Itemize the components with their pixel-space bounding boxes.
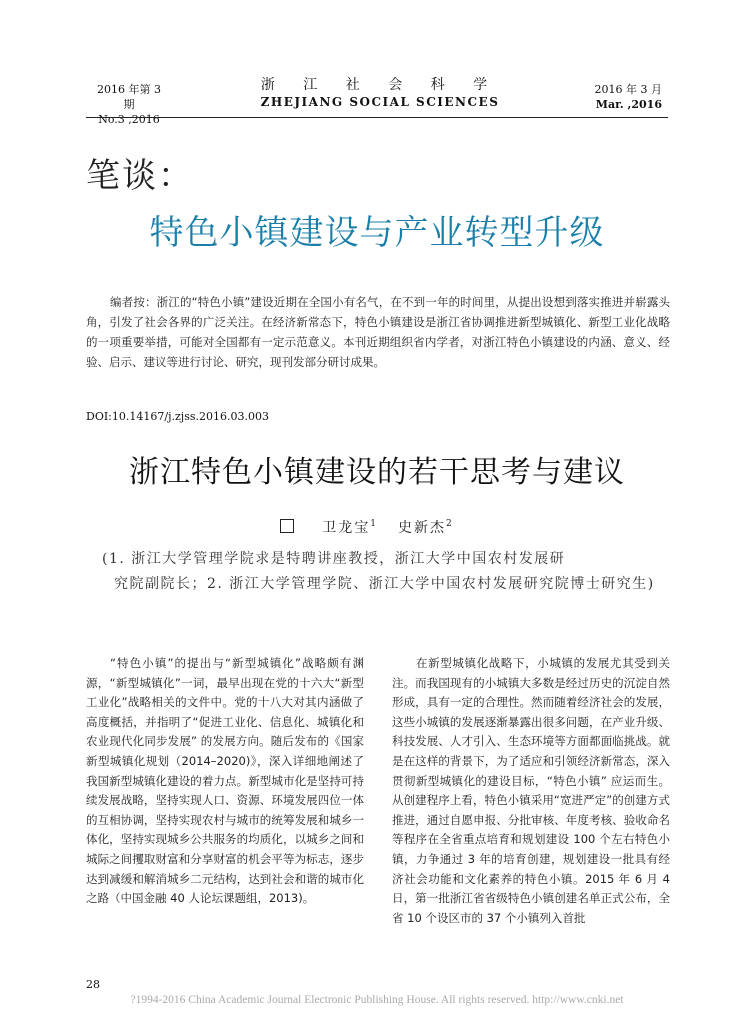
issue-date-cn: 2016 年 3 月 xyxy=(594,83,662,96)
body-right-column: 在新型城镇化战略下，小城镇的发展尤其受到关注。而我国现有的小城镇大多数是经过历史的沉淀自然形成，具有一定的合理性。然而随着经济社会的发展，这些小城镇的发展逐渐暴露出很多问题，在产业升级、科技发展、人才引入、生态环境等方面都面临挑战。就是在这样的背景下，为了适应和引领经济新常态，深入贯彻新型城镇化的建设目标，“特色小镇” 应运而生。从创建程序上看，特色小镇采用“宽进严定”的创建方式推进，通过自愿申报、分批审核、年度考核、验收命名等程序在全省重点培育和规划建设 100 个左右特色小镇，力争通过 3 年的培育创建，规划建设一批具有经济社会功能和文化素养的特色小镇。2015 年 6 月 4 日，第一批浙江省省级特色小镇创建名单正式公布，全省 10 个设区市的 37 个小镇列入首批 xyxy=(392,656,670,925)
editor-note: 编者按：浙江的“特色小镇”建设近期在全国小有名气，在不到一年的时间里，从提出设想到落实推进并崭露头角，引发了社会各界的广泛关注。在经济新常态下，特色小镇建设是浙江省协调推进新型城镇化、新型工业化战略的一项重要举措，可能对全国都有一定示范意义。本刊近期组织省内学者，对浙江特色小镇建设的内涵、意义、经验、启示、建议等进行讨论、研究，现刊发部分研讨成果。 xyxy=(86,295,670,369)
author-line xyxy=(0,517,754,537)
issue-date xyxy=(595,82,662,112)
issue-date-en: Mar. ,2016 xyxy=(595,98,662,111)
author-1-sup: 1 xyxy=(370,519,376,530)
page-number: 28 xyxy=(86,978,100,991)
affiliations xyxy=(102,547,662,597)
doi: DOI:10.14167/j.zjss.2016.03.003 xyxy=(86,410,269,423)
issue-number: 2016 年第 3 期 xyxy=(97,83,161,111)
affiliation-rest: 究院副院长；2. 浙江大学管理学院、浙江大学中国农村发展研究院博士研究生) xyxy=(114,576,655,592)
author-1: 卫龙宝 xyxy=(322,520,371,536)
issue-number-en: No.3 ,2016 xyxy=(98,113,160,126)
journal-name-en: ZHEJIANG SOCIAL SCIENCES xyxy=(260,95,500,109)
body-left-column: “特色小镇”的提出与“新型城镇化”战略颇有渊源，“新型城镇化”一词，最早出现在党的十六大“新型工业化”战略相关的文件中。党的十八大对其内涵做了高度概括，并指明了“促进工业化、信息化、城镇化和农业现代化同步发展” 的发展方向。随后发布的《国家新型城镇化规划（2014–2020)》，深入详细地阐述了我国新型城镇化建设的着力点。新型城市化是坚持可持续发展战略，坚持实现人口、资源、环境发展四位一体的互相协调，坚持实现农村与城市的统筹发展和城乡一体化，坚持实现城乡公共服务的均质化，以城乡之间和城际之间攫取财富和分享财富的机会平等为标志，逐步达到减缓和解消城乡二元结构，达到社会和谐的城市化之路（中国金融 40 人论坛课题组，2013)。 xyxy=(86,656,364,906)
issue-info xyxy=(92,82,166,127)
header-rule xyxy=(86,117,668,118)
affiliation-line-1: (1. 浙江大学管理学院求是特聘讲座教授，浙江大学中国农村发展研 xyxy=(102,551,566,567)
article-title: 浙江特色小镇建设的若干思考与建议 xyxy=(129,455,625,490)
journal-name xyxy=(230,76,530,110)
author-box-icon xyxy=(280,519,294,533)
author-2-sup: 2 xyxy=(446,519,452,530)
journal-name-cn: 浙 江 社 会 科 学 xyxy=(260,77,500,93)
section-label: 笔谈： xyxy=(86,156,194,196)
topic-title: 特色小镇建设与产业转型升级 xyxy=(149,213,605,253)
copyright-footer: ?1994-2016 China Academic Journal Electronic Publishing House. All rights reserved. http://www.cnki.net xyxy=(130,994,624,1006)
author-2: 史新杰 xyxy=(398,520,446,536)
